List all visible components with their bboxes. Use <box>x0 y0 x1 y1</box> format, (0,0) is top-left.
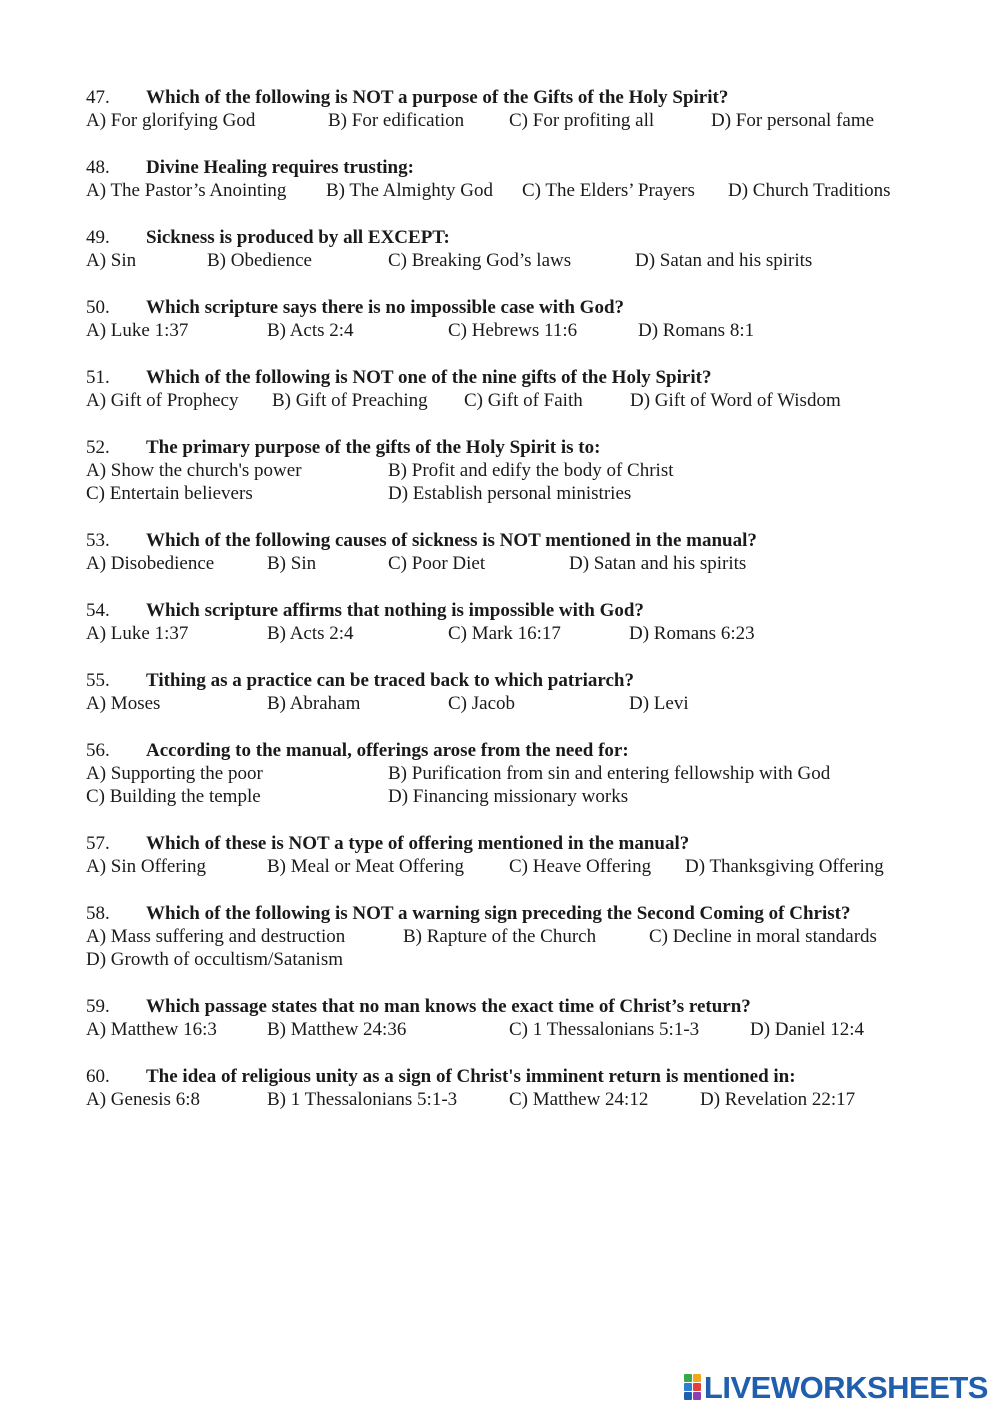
question-stem <box>86 902 966 925</box>
question-stem <box>86 995 966 1018</box>
question-text: Divine Healing requires trusting: <box>146 157 414 178</box>
option-c[interactable]: C) Hebrews 11:6 <box>448 320 578 341</box>
question-number: 60. <box>86 1066 110 1087</box>
question-stem <box>86 436 966 459</box>
option-b[interactable]: B) Profit and edify the body of Christ <box>388 460 674 481</box>
option-row <box>86 319 966 342</box>
option-b[interactable]: B) Purification from sin and entering fellowship with God <box>388 763 831 784</box>
question-text: Which scripture says there is no impossible case with God? <box>146 297 625 318</box>
option-d[interactable]: D) Church Traditions <box>728 180 891 201</box>
liveworksheets-logo-icon <box>684 1374 701 1400</box>
question-48 <box>86 156 966 202</box>
option-c[interactable]: C) Building the temple <box>86 786 261 807</box>
option-b[interactable]: B) Rapture of the Church <box>403 926 597 947</box>
option-c[interactable]: C) Mark 16:17 <box>448 623 561 644</box>
question-54 <box>86 599 966 645</box>
option-row <box>86 1088 966 1111</box>
question-59 <box>86 995 966 1041</box>
option-b[interactable]: B) 1 Thessalonians 5:1-3 <box>267 1089 458 1110</box>
option-d[interactable]: D) Satan and his spirits <box>635 250 813 271</box>
option-a[interactable]: A) Show the church's power <box>86 460 302 481</box>
question-number: 58. <box>86 903 110 924</box>
option-b[interactable]: B) Acts 2:4 <box>267 320 354 341</box>
option-row <box>86 855 966 878</box>
option-c[interactable]: C) Heave Offering <box>509 856 652 877</box>
question-list <box>86 86 966 1111</box>
option-a[interactable]: A) Matthew 16:3 <box>86 1019 217 1040</box>
option-d[interactable]: D) Romans 8:1 <box>638 320 755 341</box>
question-52 <box>86 436 966 505</box>
question-text: Which of the following is NOT a purpose of the Gifts of the Holy Spirit? <box>146 87 729 108</box>
option-row <box>86 1018 966 1041</box>
option-d[interactable]: D) Satan and his spirits <box>569 553 747 574</box>
option-c[interactable]: C) Matthew 24:12 <box>509 1089 649 1110</box>
question-stem <box>86 366 966 389</box>
option-d[interactable]: D) Levi <box>629 693 689 714</box>
question-text: Sickness is produced by all EXCEPT: <box>146 227 450 248</box>
option-row <box>86 459 966 482</box>
question-51 <box>86 366 966 412</box>
option-d[interactable]: D) Romans 6:23 <box>629 623 755 644</box>
question-49 <box>86 226 966 272</box>
option-c[interactable]: C) Gift of Faith <box>464 390 583 411</box>
option-a[interactable]: A) Sin <box>86 250 137 271</box>
option-b[interactable]: B) For edification <box>328 110 465 131</box>
question-53 <box>86 529 966 575</box>
brand-logo[interactable] <box>684 1369 988 1405</box>
option-b[interactable]: B) Matthew 24:36 <box>267 1019 407 1040</box>
option-d[interactable]: D) Revelation 22:17 <box>700 1089 856 1110</box>
option-a[interactable]: A) Gift of Prophecy <box>86 390 239 411</box>
question-number: 54. <box>86 600 110 621</box>
option-c[interactable]: C) Entertain believers <box>86 483 253 504</box>
question-text: Which of the following causes of sickness is NOT mentioned in the manual? <box>146 530 757 551</box>
question-stem <box>86 296 966 319</box>
option-a[interactable]: A) Disobedience <box>86 553 215 574</box>
question-57 <box>86 832 966 878</box>
question-number: 57. <box>86 833 110 854</box>
option-row <box>86 785 966 808</box>
option-a[interactable]: A) Genesis 6:8 <box>86 1089 200 1110</box>
option-a[interactable]: A) Sin Offering <box>86 856 206 877</box>
option-b[interactable]: B) Meal or Meat Offering <box>267 856 464 877</box>
option-d[interactable]: D) Growth of occultism/Satanism <box>86 949 343 970</box>
option-a[interactable]: A) Luke 1:37 <box>86 320 189 341</box>
question-text: The primary purpose of the gifts of the Holy Spirit is to: <box>146 437 601 458</box>
question-text: Which of the following is NOT a warning sign preceding the Second Coming of Christ? <box>146 903 851 924</box>
option-d[interactable]: D) For personal fame <box>711 110 875 131</box>
question-56 <box>86 739 966 808</box>
option-row <box>86 762 966 785</box>
option-row <box>86 482 966 505</box>
option-c[interactable]: C) Poor Diet <box>388 553 486 574</box>
question-text: The idea of religious unity as a sign of Christ's imminent return is mentioned in: <box>146 1066 796 1087</box>
question-number: 53. <box>86 530 110 551</box>
option-d[interactable]: D) Daniel 12:4 <box>750 1019 864 1040</box>
option-a[interactable]: A) Mass suffering and destruction <box>86 926 346 947</box>
question-47 <box>86 86 966 132</box>
question-stem <box>86 599 966 622</box>
question-number: 47. <box>86 87 110 108</box>
option-d[interactable]: D) Financing missionary works <box>388 786 629 807</box>
worksheet <box>86 86 966 1135</box>
question-text: Tithing as a practice can be traced back to which patriarch? <box>146 670 634 691</box>
question-stem <box>86 739 966 762</box>
option-d[interactable]: D) Gift of Word of Wisdom <box>630 390 841 411</box>
question-text: Which of these is NOT a type of offering mentioned in the manual? <box>146 833 690 854</box>
question-number: 51. <box>86 367 110 388</box>
option-row <box>86 622 966 645</box>
question-number: 52. <box>86 437 110 458</box>
option-b[interactable]: B) Abraham <box>267 693 361 714</box>
option-d[interactable]: D) Establish personal ministries <box>388 483 632 504</box>
option-c[interactable]: C) Breaking God’s laws <box>388 250 572 271</box>
option-c[interactable]: C) For profiting all <box>509 110 655 131</box>
question-number: 59. <box>86 996 110 1017</box>
option-c[interactable]: C) Decline in moral standards <box>649 926 877 947</box>
option-row <box>86 692 966 715</box>
question-text: Which passage states that no man knows the exact time of Christ’s return? <box>146 996 751 1017</box>
question-stem <box>86 832 966 855</box>
option-a[interactable]: A) Luke 1:37 <box>86 623 189 644</box>
option-c[interactable]: C) 1 Thessalonians 5:1-3 <box>509 1019 700 1040</box>
option-a[interactable]: A) Supporting the poor <box>86 763 263 784</box>
option-b[interactable]: B) Gift of Preaching <box>272 390 428 411</box>
question-number: 50. <box>86 297 110 318</box>
option-row <box>86 389 966 412</box>
option-row <box>86 925 966 948</box>
option-b[interactable]: B) Obedience <box>207 250 312 271</box>
question-58 <box>86 902 966 971</box>
option-row <box>86 249 966 272</box>
question-stem <box>86 529 966 552</box>
question-number: 48. <box>86 157 110 178</box>
option-row <box>86 109 966 132</box>
option-row <box>86 179 966 202</box>
option-c[interactable]: C) The Elders’ Prayers <box>522 180 695 201</box>
option-a[interactable]: A) For glorifying God <box>86 110 256 131</box>
question-number: 55. <box>86 670 110 691</box>
question-number: 56. <box>86 740 110 761</box>
question-stem <box>86 1065 966 1088</box>
question-stem <box>86 156 966 179</box>
option-b[interactable]: B) Acts 2:4 <box>267 623 354 644</box>
question-60 <box>86 1065 966 1111</box>
option-b[interactable]: B) The Almighty God <box>326 180 493 201</box>
question-stem <box>86 86 966 109</box>
option-row <box>86 948 966 971</box>
question-text: Which of the following is NOT one of the nine gifts of the Holy Spirit? <box>146 367 712 388</box>
question-text: According to the manual, offerings arose from the need for: <box>146 740 629 761</box>
option-a[interactable]: A) Moses <box>86 693 161 714</box>
question-55 <box>86 669 966 715</box>
question-50 <box>86 296 966 342</box>
question-number: 49. <box>86 227 110 248</box>
question-stem <box>86 669 966 692</box>
option-row <box>86 552 966 575</box>
option-d[interactable]: D) Thanksgiving Offering <box>685 856 884 877</box>
brand-name: LIVEWORKSHEETS <box>703 1369 988 1405</box>
option-a[interactable]: A) The Pastor’s Anointing <box>86 180 287 201</box>
question-stem <box>86 226 966 249</box>
option-b[interactable]: B) Sin <box>267 553 317 574</box>
option-c[interactable]: C) Jacob <box>448 693 516 714</box>
question-text: Which scripture affirms that nothing is impossible with God? <box>146 600 644 621</box>
